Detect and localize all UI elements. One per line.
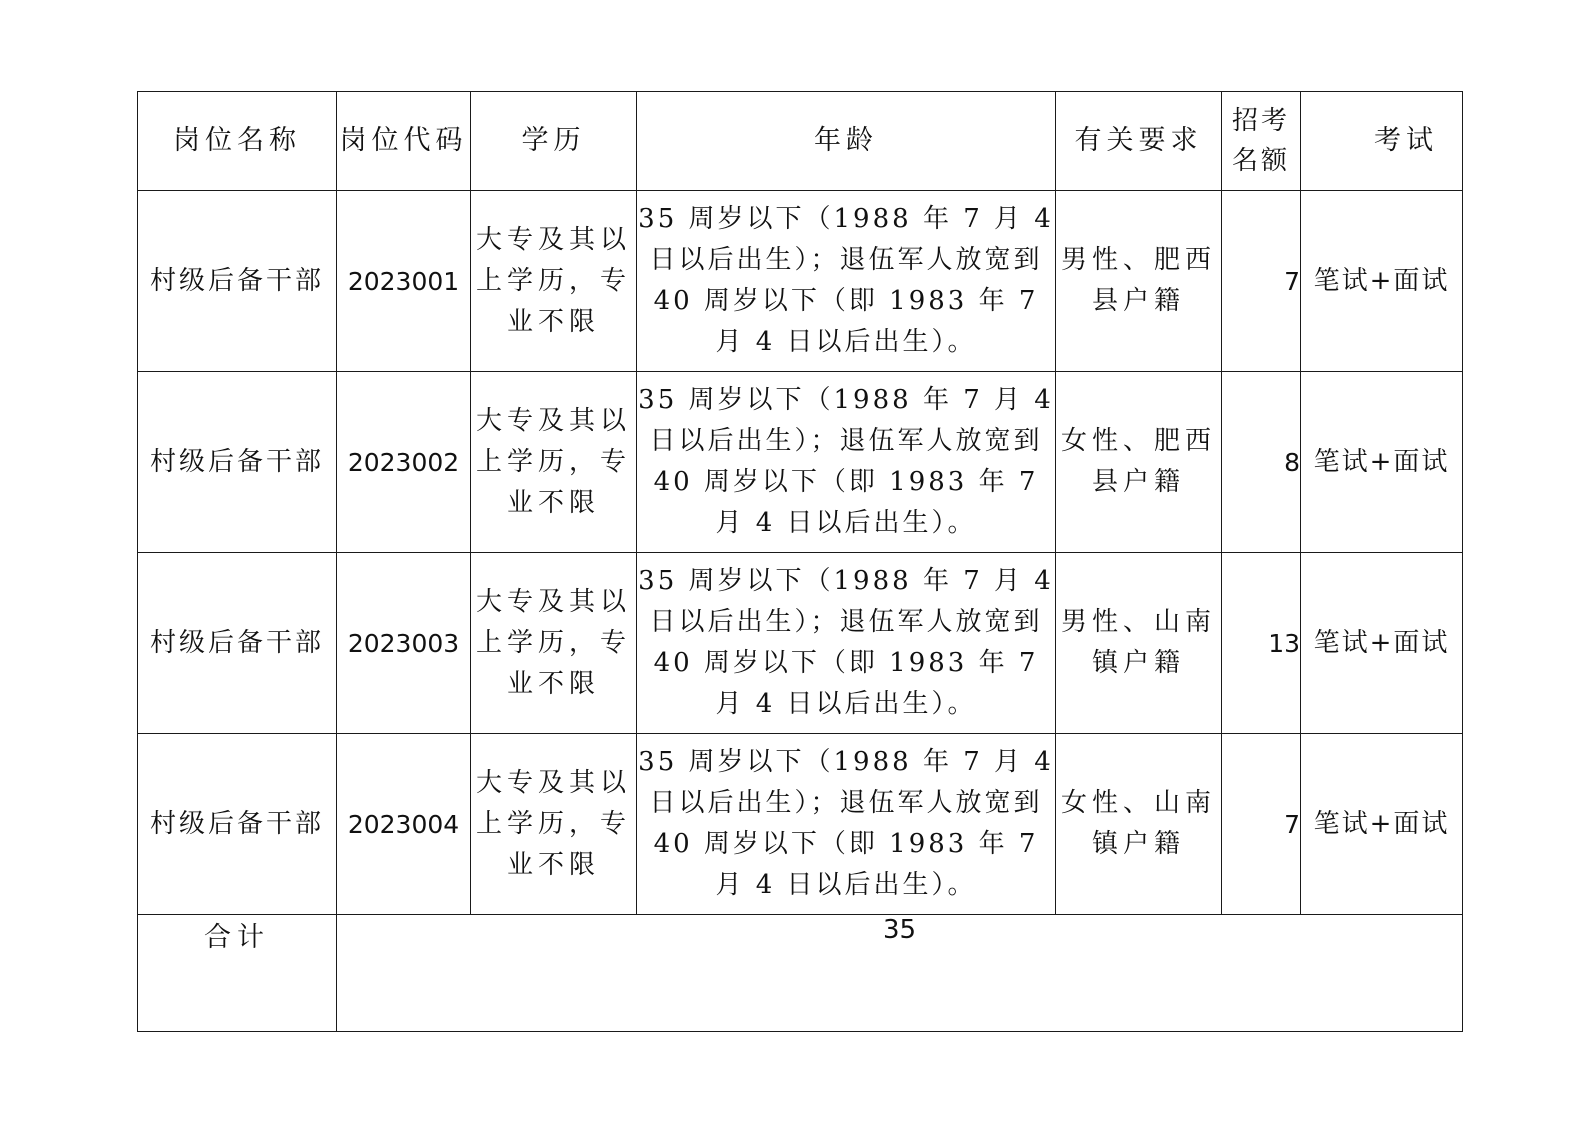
quota-cell: 7 xyxy=(1222,734,1301,915)
education-cell: 大专及其以上学历，专业不限 xyxy=(471,734,637,915)
header-position-name: 岗位名称 xyxy=(138,92,337,191)
age-cell: 35 周岁以下（1988 年 7 月 4 日以后出生）；退伍军人放宽到 40 周岁以下（即 1983 年 7 月 4 日以后出生）。 xyxy=(637,553,1056,734)
position-code-cell: 2023001 xyxy=(337,191,471,372)
quota-cell: 7 xyxy=(1222,191,1301,372)
header-age: 年龄 xyxy=(637,92,1056,191)
requirements-cell: 女性、肥西县户籍 xyxy=(1056,372,1222,553)
recruitment-table xyxy=(137,91,1463,1032)
header-exam: 考试 xyxy=(1301,92,1463,191)
position-code-cell: 2023002 xyxy=(337,372,471,553)
requirements-cell: 女性、山南镇户籍 xyxy=(1056,734,1222,915)
total-label: 合计 xyxy=(138,915,337,1032)
education-cell: 大专及其以上学历，专业不限 xyxy=(471,372,637,553)
exam-cell: 笔试+面试 xyxy=(1301,191,1463,372)
table-row xyxy=(138,372,1463,553)
requirements-cell: 男性、肥西县户籍 xyxy=(1056,191,1222,372)
position-name-cell: 村级后备干部 xyxy=(138,734,337,915)
header-position-code: 岗位代码 xyxy=(337,92,471,191)
quota-cell: 13 xyxy=(1222,553,1301,734)
header-requirements: 有关要求 xyxy=(1056,92,1222,191)
education-cell: 大专及其以上学历，专业不限 xyxy=(471,553,637,734)
document-page xyxy=(137,91,1462,1032)
header-quota-line2: 名额 xyxy=(1231,146,1290,176)
age-cell: 35 周岁以下（1988 年 7 月 4 日以后出生）；退伍军人放宽到 40 周岁以下（即 1983 年 7 月 4 日以后出生）。 xyxy=(637,191,1056,372)
header-quota xyxy=(1222,92,1301,191)
header-row xyxy=(138,92,1463,191)
age-cell: 35 周岁以下（1988 年 7 月 4 日以后出生）；退伍军人放宽到 40 周岁以下（即 1983 年 7 月 4 日以后出生）。 xyxy=(637,734,1056,915)
table-row xyxy=(138,553,1463,734)
total-value: 35 xyxy=(337,915,1463,1032)
table-row xyxy=(138,191,1463,372)
table-row xyxy=(138,734,1463,915)
age-cell: 35 周岁以下（1988 年 7 月 4 日以后出生）；退伍军人放宽到 40 周岁以下（即 1983 年 7 月 4 日以后出生）。 xyxy=(637,372,1056,553)
exam-cell: 笔试+面试 xyxy=(1301,372,1463,553)
header-education: 学历 xyxy=(471,92,637,191)
exam-cell: 笔试+面试 xyxy=(1301,553,1463,734)
position-name-cell: 村级后备干部 xyxy=(138,372,337,553)
position-name-cell: 村级后备干部 xyxy=(138,553,337,734)
quota-cell: 8 xyxy=(1222,372,1301,553)
exam-cell: 笔试+面试 xyxy=(1301,734,1463,915)
position-code-cell: 2023004 xyxy=(337,734,471,915)
position-name-cell: 村级后备干部 xyxy=(138,191,337,372)
header-quota-line1: 招考 xyxy=(1231,106,1290,136)
position-code-cell: 2023003 xyxy=(337,553,471,734)
requirements-cell: 男性、山南镇户籍 xyxy=(1056,553,1222,734)
education-cell: 大专及其以上学历，专业不限 xyxy=(471,191,637,372)
total-row xyxy=(138,915,1463,1032)
